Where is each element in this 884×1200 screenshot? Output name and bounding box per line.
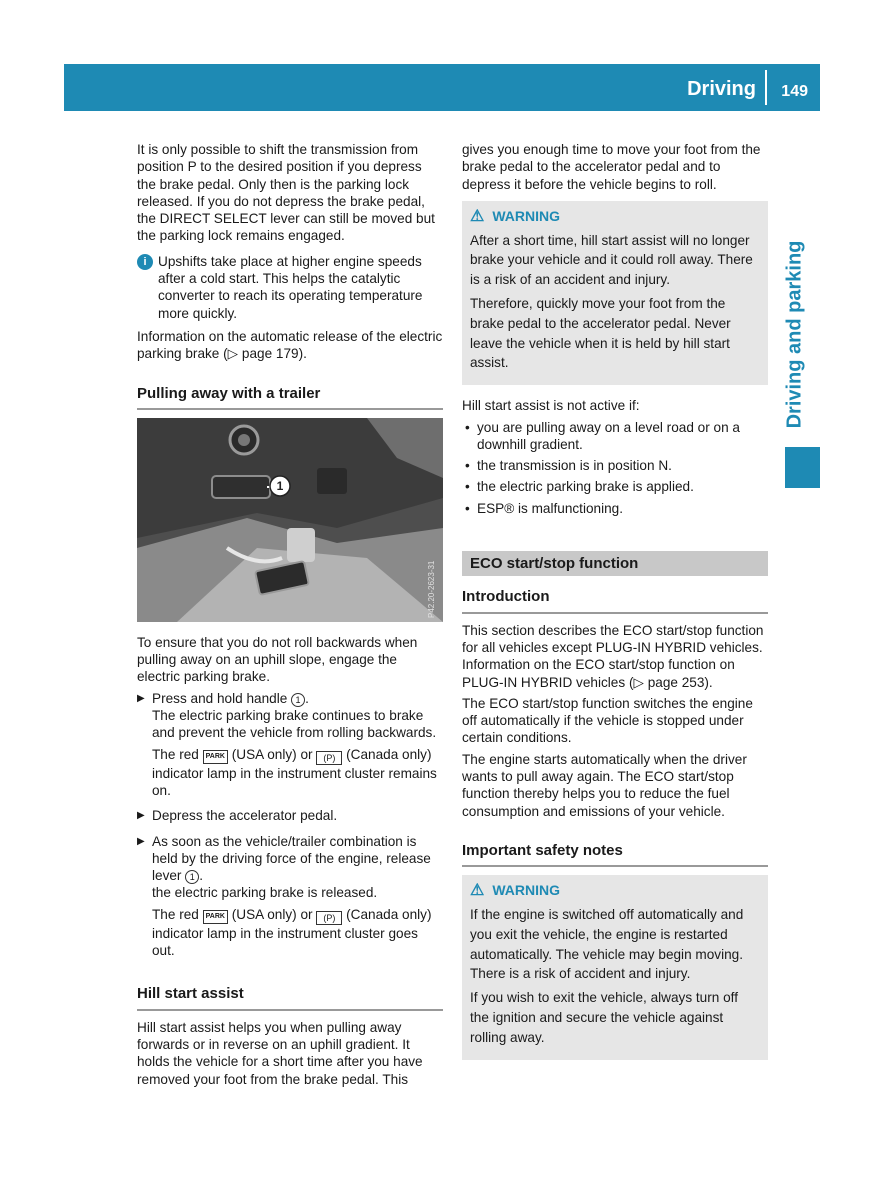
heading-pulling-away-trailer: Pulling away with a trailer: [137, 385, 443, 410]
p-lamp-icon: (P): [316, 751, 342, 765]
heading-important-safety-notes: Important safety notes: [462, 842, 768, 867]
warning-triangle-icon: ⚠: [470, 207, 485, 225]
step-arrow-icon: ▶: [137, 835, 145, 847]
step-arrow-icon: ▶: [137, 692, 145, 704]
callout-1: 1: [185, 870, 199, 884]
list-item: • the electric parking brake is applied.: [462, 478, 768, 495]
heading-introduction: Introduction: [462, 588, 768, 613]
warning-box-hill-start: [462, 201, 768, 385]
paragraph: To ensure that you do not roll backwards when pulling away on an uphill slope, engage the electric parking brake.: [137, 634, 418, 685]
list-item: • the transmission is in position N.: [462, 457, 768, 474]
header-divider: [765, 70, 767, 105]
figure-code: P42.20-2623-31: [427, 560, 436, 618]
list-item: • you are pulling away on a level road or on a downhill gradient.: [462, 419, 768, 454]
warning-text: Therefore, quickly move your foot from the brake pedal to the accelerator pedal. Never leave the vehicle when it is held by hill start assist.: [470, 296, 731, 371]
callout-1: 1: [291, 693, 305, 707]
p-lamp-icon: (P): [316, 911, 342, 925]
side-tab-label: Driving and parking: [783, 240, 806, 429]
park-lamp-icon: PARK: [203, 750, 228, 764]
paragraph: The engine starts automatically when the driver wants to pull away again. The ECO start/stop function thereby helps you to reduce the fuel consumption and emissions of your vehicle.: [462, 751, 747, 819]
bullet-list: [462, 419, 768, 517]
warning-text: If the engine is switched off automatically and you exit the vehicle, the engine is restarted automatically. The vehicle may begin moving. There is a risk of accident and injury.: [470, 907, 744, 982]
info-text: Upshifts take place at higher engine speeds after a cold start. This helps the catalytic converter to reach its operating temperature more quickly.: [158, 253, 423, 321]
step-depress-accelerator: ▶ Depress the accelerator pedal.: [137, 807, 443, 828]
heading-hill-start-assist: Hill start assist: [137, 985, 443, 1010]
paragraph: The ECO start/stop function switches the engine off automatically if the vehicle is stopped under certain conditions.: [462, 695, 753, 746]
step-press-handle: ▶ Press and hold handle 1 . The electric parking brake continues to brake and prevent the vehicle from rolling backwards. The red PARK (USA only) or (P) (Canada only) indicator lamp in the instrument cluster remains on.: [137, 690, 443, 803]
warning-label: WARNING: [492, 207, 561, 224]
page-number: 149: [781, 83, 808, 100]
right-column: [462, 141, 768, 1072]
info-icon: i: [137, 254, 153, 270]
list-item: • ESP® is malfunctioning.: [462, 500, 768, 517]
info-note: [137, 253, 443, 322]
paragraph: This section describes the ECO start/stop function for all vehicles except PLUG-IN HYBRID vehicles. Information on the ECO start/stop function on PLUG-IN HYBRID vehicles (▷ page 253).: [462, 622, 764, 690]
paragraph: It is only possible to shift the transmission from position P to the desired position if you depress the brake pedal. Only then is the parking lock released. If you do not depress the brake pedal, the DIRECT SELECT lever can still be moved but the parking lock remains engaged.: [137, 142, 435, 244]
parking-brake-photo: [137, 418, 443, 622]
paragraph: Hill start assist helps you when pulling away forwards or in reverse on an uphill gradient. It holds the vehicle for a short time after you have removed your foot from the brake pedal. This: [137, 1019, 423, 1087]
warning-label: WARNING: [492, 882, 561, 899]
paragraph: Hill start assist is not active if:: [462, 398, 640, 414]
side-tab-marker: [785, 447, 820, 488]
warning-triangle-icon: ⚠: [470, 882, 485, 900]
step-arrow-icon: ▶: [137, 810, 145, 822]
paragraph: Information on the automatic release of the electric parking brake (▷ page 179).: [137, 328, 443, 362]
paragraph: gives you enough time to move your foot from the brake pedal to the accelerator pedal and to depress it before the vehicle begins to roll.: [462, 142, 761, 192]
parking-brake-figure: [137, 418, 443, 622]
chapter-title: Driving: [687, 78, 756, 100]
page-header: [64, 64, 820, 111]
section-eco-start-stop: ECO start/stop function: [462, 551, 768, 576]
park-lamp-icon: PARK: [203, 910, 228, 924]
warning-text: After a short time, hill start assist will no longer brake your vehicle and it could roll away. There is a risk of an accident and injury.: [470, 232, 753, 288]
warning-box-eco: [462, 875, 768, 1059]
left-column: [137, 141, 443, 1092]
side-tab: [770, 230, 820, 444]
step-release-lever: ▶ As soon as the vehicle/trailer combination is held by the driving force of the engine, release lever 1 . the electric parking brake is released. The red PARK (USA only) or (P) (Canada only) indicator lamp in the instrument cluster goes out.: [137, 833, 443, 964]
figure-callout-1: 1: [276, 478, 284, 493]
warning-text: If you wish to exit the vehicle, always turn off the ignition and secure the vehicle against rolling away.: [470, 990, 738, 1045]
